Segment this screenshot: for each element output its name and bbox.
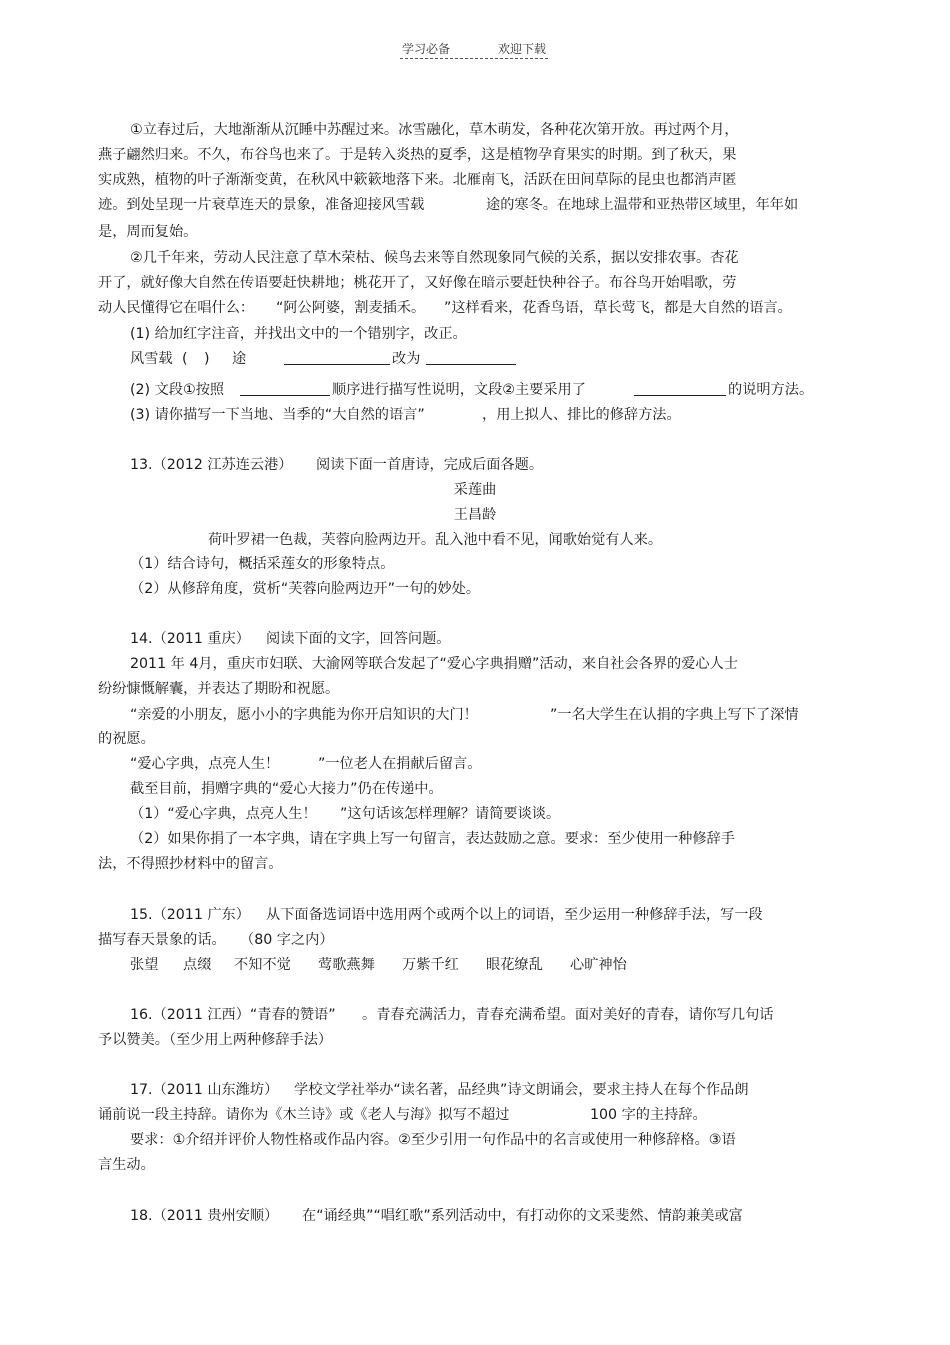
word-option: 莺歌燕舞 xyxy=(318,957,375,973)
page-header xyxy=(0,40,950,62)
text-line: 描写春天景象的话。 xyxy=(98,932,226,948)
text-line: （2）从修辞角度，赏析“芙蓉向脸两边开”一句的妙处。 xyxy=(130,581,481,597)
text-line: ②几千年来，劳动人民注意了草木荣枯、候鸟去来等自然现象同气候的关系，据以安排农事。杏花 xyxy=(130,250,739,266)
question-1: (1) 给加红字注音，并找出文中的一个错别字，改正。 xyxy=(130,326,467,342)
text-line: 风雪载 xyxy=(130,351,173,367)
text-line: 阅读下面一首唐诗，完成后面各题。 xyxy=(316,457,544,473)
answer-blank[interactable] xyxy=(284,350,390,370)
text-line: ”一位老人在捐献后留言。 xyxy=(318,756,482,772)
text-line: ”这句话该怎样理解？请简要谈谈。 xyxy=(340,806,561,822)
question-17-title: 17.（2011 山东潍坊） xyxy=(130,1082,279,1098)
text-line: 言生动。 xyxy=(98,1157,155,1173)
question-2: (2) 文段①按照 xyxy=(130,382,225,398)
text-line: 顺序进行描写性说明，文段②主要采用了 xyxy=(332,382,586,398)
header-left-text: 学习必备 xyxy=(402,42,451,56)
word-option: 万紫千红 xyxy=(402,957,459,973)
text-line: 开了，就好像大自然在传语要赶快耕地；桃花开了，又好像在暗示要赶快种谷子。布谷鸟开始唱歌，劳 xyxy=(98,275,737,291)
text-line: 燕子翩然归来。不久，布谷鸟也来了。于是转入炎热的夏季，这是植物孕育果实的时期。到了秋天，果 xyxy=(98,147,737,163)
header-divider xyxy=(400,58,548,59)
text-line: 途 xyxy=(232,351,247,367)
text-line: “亲爱的小朋友，愿小小的字典能为你开启知识的大门！ xyxy=(130,707,478,723)
question-14-title: 14.（2011 重庆） xyxy=(130,631,250,647)
text-line: （2）如果你捐了一本字典，请在字典上写一句留言，表达鼓励之意。要求：至少使用一种修辞手 xyxy=(130,831,735,847)
text-line: 。青春充满活力，青春充满希望。面对美好的青春，请你写几句话 xyxy=(362,1007,774,1023)
text-line: “爱心字典，点亮人生！ xyxy=(130,756,280,772)
question-13-title: 13.（2012 江苏连云港） xyxy=(130,457,293,473)
text-line: 改为 xyxy=(392,351,421,367)
text-line: ，用上拟人、排比的修辞方法。 xyxy=(482,407,681,423)
text-line: （1）结合诗句，概括采莲女的形象特点。 xyxy=(130,556,395,572)
text-line: ①立春过后，大地渐渐从沉睡中苏醒过来。冰雪融化，草木萌发，各种花次第开放。再过两个月， xyxy=(130,122,739,138)
poem-text: 荷叶罗裙一色裁，芙蓉向脸两边开。乱入池中看不见，闻歌始觉有人来。 xyxy=(208,532,663,548)
answer-blank[interactable] xyxy=(240,381,330,401)
text-line: 阅读下面的文字，回答问题。 xyxy=(266,631,451,647)
word-option: 心旷神怡 xyxy=(570,957,627,973)
question-3: (3) 请你描写一下当地、当季的“大自然的语言” xyxy=(130,407,425,423)
text-line: “阿公阿婆，割麦插禾。 xyxy=(276,300,426,316)
poem-author: 王昌龄 xyxy=(453,507,497,523)
text-line: 途的寒冬。在地球上温带和亚热带区域里，年年如 xyxy=(486,197,799,213)
word-option: 点缀 xyxy=(183,957,212,973)
text-line: （1）“爱心字典，点亮人生！ xyxy=(130,806,317,822)
text-line: 诵前说一段主持辞。请你为《木兰诗》或《老人与海》拟写不超过 xyxy=(98,1107,510,1123)
text-line: 的说明方法。 xyxy=(728,382,814,398)
text-line: ”一名大学生在认捐的字典上写下了深情 xyxy=(550,707,799,723)
text-line: ”这样看来，花香鸟语，草长莺飞，都是大自然的语言。 xyxy=(444,300,792,316)
text-line: 学校文学社举办“读名著，品经典”诗文朗诵会，要求主持人在每个作品朗 xyxy=(294,1082,749,1098)
text-line: 截至目前，捐赠字典的“爱心大接力”仍在传递中。 xyxy=(130,781,443,797)
answer-blank[interactable] xyxy=(634,381,726,401)
text-line: 实成熟，植物的叶子渐渐变黄，在秋风中簌簌地落下来。北雁南飞，活跃在田间草际的昆虫也都消声匿 xyxy=(98,172,737,188)
word-option: 眼花缭乱 xyxy=(486,957,543,973)
text-line: 纷纷慷慨解囊，并表达了期盼和祝愿。 xyxy=(98,681,340,697)
text-line: 予以赞美。（至少用上两种修辞手法） xyxy=(98,1032,333,1048)
text-line: 动人民懂得它在唱什么： xyxy=(98,300,255,316)
text-line: 法，不得照抄材料中的留言。 xyxy=(98,856,283,872)
text-line: 的祝愿。 xyxy=(98,731,155,747)
question-15-title: 15.（2011 广东） xyxy=(130,907,250,923)
text-line: ) xyxy=(204,351,210,367)
text-line: 从下面备选词语中选用两个或两个以上的词语，至少运用一种修辞手法，写一段 xyxy=(266,907,763,923)
word-option: 张望 xyxy=(130,957,159,973)
text-line: （80 字之内） xyxy=(240,932,334,948)
text-line: 100 字的主持辞。 xyxy=(590,1107,707,1123)
question-18-title: 18.（2011 贵州安顺） xyxy=(130,1208,279,1224)
word-option: 不知不觉 xyxy=(234,957,291,973)
text-line: ( xyxy=(182,351,188,367)
text-line: 是，周而复始。 xyxy=(98,224,198,240)
text-line: 在“诵经典”“唱红歌”系列活动中，有打动你的文采斐然、情韵兼美或富 xyxy=(302,1208,743,1224)
text-line: 迹。到处呈现一片衰草连天的景象，准备迎接风雪载 xyxy=(98,197,425,213)
header-right-text: 欢迎下载 xyxy=(498,42,547,56)
answer-blank[interactable] xyxy=(426,350,516,370)
text-line: 要求：①介绍并评价人物性格或作品内容。②至少引用一句作品中的名言或使用一种修辞格。③语 xyxy=(130,1132,736,1148)
poem-title: 采莲曲 xyxy=(453,482,497,498)
question-16-title: 16.（2011 江西）“青春的赞语” xyxy=(130,1007,336,1023)
text-line: 2011 年 4月，重庆市妇联、大渝网等联合发起了“爱心字典捐赠”活动，来自社会各界的爱心人士 xyxy=(130,656,738,672)
